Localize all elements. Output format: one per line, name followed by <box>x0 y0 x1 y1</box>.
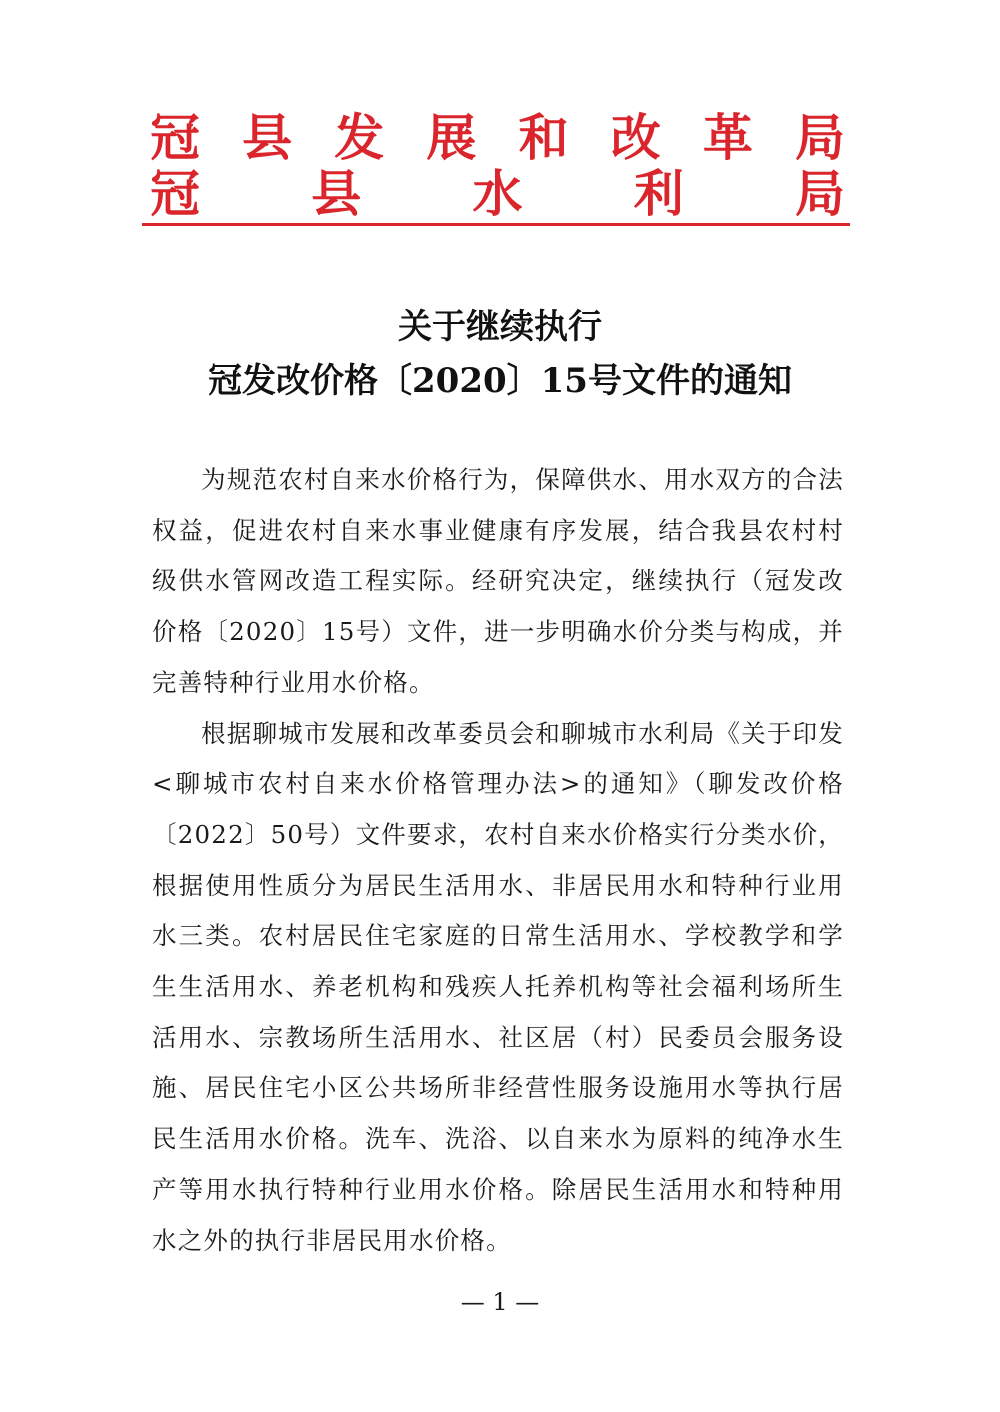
header-char: 革 <box>702 108 753 167</box>
page-number: — 1 — <box>460 1288 540 1316</box>
header-char: 冠 <box>150 108 200 167</box>
header-char: 水 <box>472 164 523 223</box>
org-name-development-reform-bureau <box>150 110 845 166</box>
issuing-authority-header <box>150 110 845 222</box>
header-char: 改 <box>610 108 661 167</box>
header-char: 县 <box>242 108 293 167</box>
title-line-1: 关于继续执行 <box>398 307 602 347</box>
document-title <box>0 300 1000 408</box>
org-name-water-resources-bureau <box>150 166 845 222</box>
header-char: 和 <box>518 108 569 167</box>
header-char: 发 <box>334 108 385 167</box>
document-body <box>152 455 844 1266</box>
title-line-2: 冠发改价格〔2020〕15号文件的通知 <box>208 361 792 401</box>
header-char: 冠 <box>150 164 200 223</box>
header-char: 利 <box>633 164 684 223</box>
body-paragraph-2: 根据聊城市发展和改革委员会和聊城市水利局《关于印发<聊城市农村自来水价格管理办法>的通知》（聊发改价格〔2022〕50号）文件要求，农村自来水价格实行分类水价，根据使用性质分为居民生活用水、非居民用水和特种行业用水三类。农村居民住宅家庭的日常生活用水、学校教学和学生生活用水、养老机构和残疾人托养机构等社会福利场所生活用水、宗教场所生活用水、社区居（村）民委员会服务设施、居民住宅小区公共场所非经营性服务设施用水等执行居民生活用水价格。洗车、洗浴、以自来水为原料的纯净水生产等用水执行特种行业用水价格。除居民生活用水和特种用水之外的执行非居民用水价格。 <box>152 718 844 1255</box>
red-header-rule <box>142 223 850 226</box>
header-char: 局 <box>794 108 845 167</box>
body-paragraph-1: 为规范农村自来水价格行为，保障供水、用水双方的合法权益，促进农村自来水事业健康有序发展，结合我县农村村级供水管网改造工程实际。经研究决定，继续执行（冠发改价格〔2020〕15号）文件，进一步明确水价分类与构成，并完善特种行业用水价格。 <box>152 465 844 697</box>
header-char: 局 <box>795 164 845 223</box>
header-char: 县 <box>311 164 362 223</box>
header-char: 展 <box>426 108 477 167</box>
